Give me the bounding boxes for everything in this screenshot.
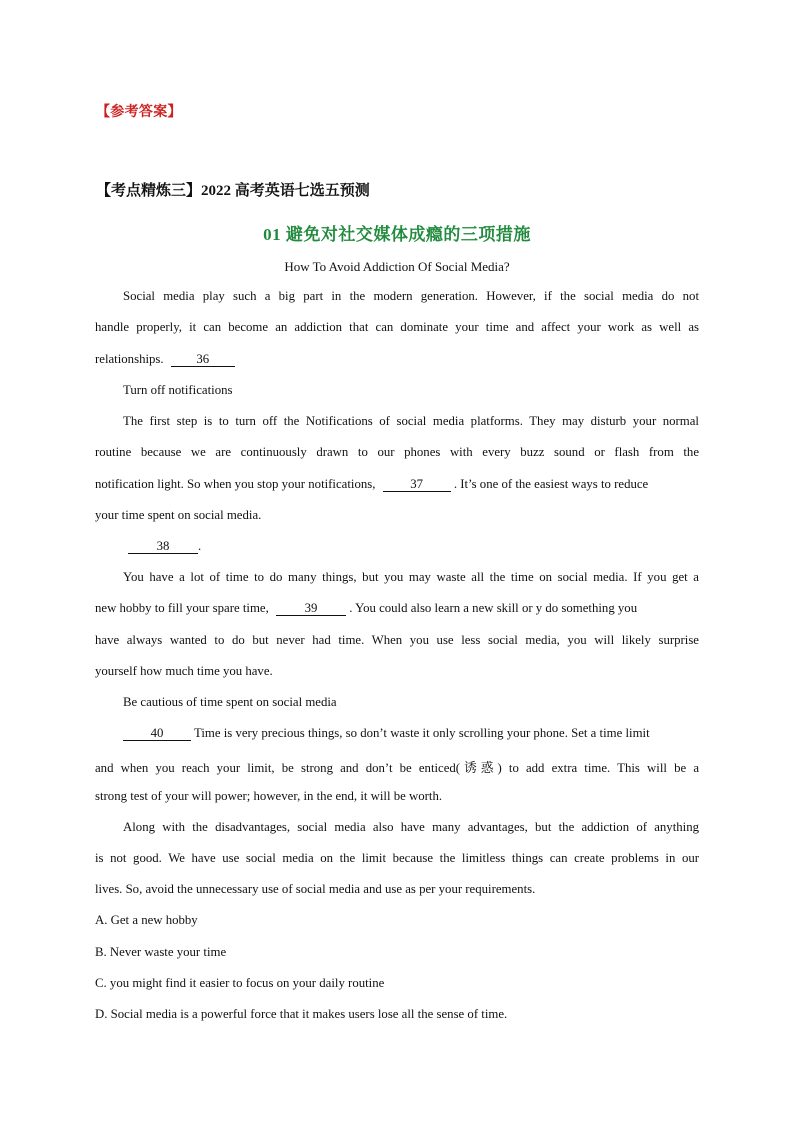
paragraph-3-line-4: yourself how much time you have. [95,664,273,678]
paragraph-1-text: relationships. [95,352,164,366]
paragraph-5-line-1: Along with the disadvantages, social media also have many advantages, but the addiction of anything [123,820,699,834]
paragraph-3-text-b: . You could also learn a new skill or y do something you [349,601,638,615]
paragraph-2-line-4: your time spent on social media. [95,508,262,522]
passage-title: 01 避免对社交媒体成瘾的三项措施 [263,225,531,244]
option-b: B. Never waste your time [95,945,227,959]
paragraph-4-text: Time is very precious things, so don’t waste it only scrolling your phone. Set a time limit [191,726,650,740]
paragraph-4-line-3: strong test of your will power; however, in the end, it will be worth. [95,789,443,803]
paragraph-4-line-2: and when you reach your limit, be strong and don’t be enticed(诱惑) to add extra time. This will be a [95,761,699,775]
section-title: 【考点精炼三】2022 高考英语七选五预测 [96,183,370,199]
option-d: D. Social media is a powerful force that it makes users lose all the sense of time. [95,1007,508,1021]
paragraph-2-text-b: . It’s one of the easiest ways to reduce [453,477,649,491]
paragraph-3-line-1: You have a lot of time to do many things, but you may waste all the time on social media. If you get a [123,570,699,584]
paragraph-3-line-2 [95,601,699,616]
paragraph-3-text-a: new hobby to fill your spare time, [95,601,269,615]
paragraph-2-line-2: routine because we are continuously drawn to our phones with every buzz sound or flash from the [95,445,699,459]
paragraph-1-line-2: handle properly, it can become an addiction that can dominate your time and affect your work as well as [95,320,699,334]
paragraph-5-line-2: is not good. We have use social media on the limit because the limitless things can create problems in our [95,851,699,865]
heading-blank-38 [128,539,698,554]
reference-answer-label: 【参考答案】 [96,105,182,120]
paragraph-1-line-3 [95,352,699,367]
paragraph-2-line-1: The first step is to turn off the Notifications of social media platforms. They may disturb your normal [123,414,699,428]
heading-blank-38-period: . [198,539,202,553]
paragraph-5-line-3: lives. So, avoid the unnecessary use of social media and use as per your requirements. [95,882,536,896]
blank-38: 38 [128,539,198,554]
blank-39: 39 [276,601,346,616]
paragraph-2-line-3 [95,477,699,492]
heading-turn-off-notifications: Turn off notifications [123,383,233,397]
paragraph-3-line-3: have always wanted to do but never had time. When you use less social media, you will likely surprise [95,633,699,647]
passage-subtitle: How To Avoid Addiction Of Social Media? [284,259,510,274]
blank-40: 40 [123,726,191,741]
blank-36: 36 [171,352,235,367]
paragraph-2-text-a: notification light. So when you stop your notifications, [95,477,376,491]
heading-be-cautious: Be cautious of time spent on social media [123,695,337,709]
option-a: A. Get a new hobby [95,913,198,927]
blank-37: 37 [383,477,451,492]
paragraph-1-line-1: Social media play such a big part in the modern generation. However, if the social media do not [123,289,699,303]
paragraph-4-line-1 [123,726,699,741]
option-c: C. you might find it easier to focus on your daily routine [95,976,385,990]
